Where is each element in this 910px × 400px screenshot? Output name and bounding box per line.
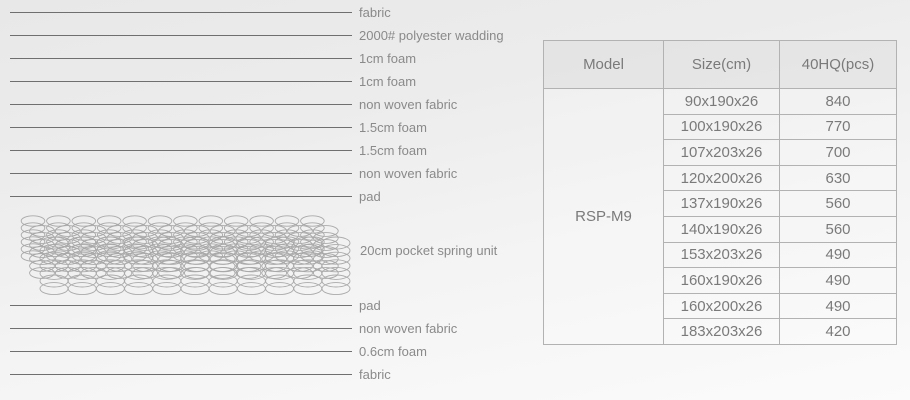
- model-cell: RSP-M9: [544, 89, 664, 345]
- layer-row: [10, 317, 457, 340]
- qty-cell: 420: [780, 319, 897, 345]
- size-cell: 90x190x26: [664, 89, 780, 115]
- layer-label: 0.6cm foam: [359, 344, 427, 359]
- layer-label: non woven fabric: [359, 321, 458, 336]
- size-cell: 160x190x26: [664, 268, 780, 294]
- qty-cell: 560: [780, 216, 897, 242]
- layer-callout-line: [10, 351, 352, 352]
- layer-label: non woven fabric: [359, 166, 458, 181]
- layer-row: [10, 340, 457, 363]
- layer-label: fabric: [359, 367, 391, 382]
- bottom-layers: [10, 294, 457, 386]
- layer-row: [10, 70, 504, 93]
- table-body: [544, 89, 897, 345]
- qty-cell: 560: [780, 191, 897, 217]
- spring-unit-label: 20cm pocket spring unit: [360, 243, 498, 258]
- layer-callout-line: [10, 58, 352, 59]
- qty-cell: 630: [780, 165, 897, 191]
- qty-cell: 490: [780, 268, 897, 294]
- layer-callout-line: [10, 305, 352, 306]
- size-cell: 107x203x26: [664, 140, 780, 166]
- layer-label: non woven fabric: [359, 97, 458, 112]
- size-cell: 160x200x26: [664, 293, 780, 319]
- size-cell: 100x190x26: [664, 114, 780, 140]
- layer-row: [10, 294, 457, 317]
- layer-row: [10, 139, 504, 162]
- size-cell: 183x203x26: [664, 319, 780, 345]
- layer-label: 2000# polyester wadding: [359, 28, 504, 43]
- size-cell: 137x190x26: [664, 191, 780, 217]
- size-cell: 140x190x26: [664, 216, 780, 242]
- layer-callout-line: [10, 12, 352, 13]
- layer-label: 1.5cm foam: [359, 143, 427, 158]
- layer-callout-line: [10, 35, 352, 36]
- layer-label: pad: [359, 298, 381, 313]
- qty-cell: 700: [780, 140, 897, 166]
- layer-callout-line: [10, 81, 352, 82]
- layer-row: [10, 162, 504, 185]
- layer-callout-line: [10, 374, 352, 375]
- layer-row: [10, 47, 504, 70]
- qty-cell: 770: [780, 114, 897, 140]
- size-cell: 153x203x26: [664, 242, 780, 268]
- layer-callout-line: [10, 196, 352, 197]
- layer-callout-line: [10, 104, 352, 105]
- table-row: [544, 89, 897, 115]
- layer-callout-line: [10, 173, 352, 174]
- layer-label: 1.5cm foam: [359, 120, 427, 135]
- header-model: Model: [544, 41, 664, 89]
- pocket-spring-illustration: [20, 212, 352, 302]
- top-layers: [10, 1, 504, 208]
- layer-row: [10, 185, 504, 208]
- layer-row: [10, 24, 504, 47]
- qty-cell: 490: [780, 242, 897, 268]
- layer-label: 1cm foam: [359, 74, 417, 89]
- qty-cell: 840: [780, 89, 897, 115]
- layer-label: 1cm foam: [359, 51, 417, 66]
- layer-callout-line: [10, 150, 352, 151]
- header-40hq: 40HQ(pcs): [780, 41, 897, 89]
- pocket-spring-svg: [20, 212, 352, 302]
- spec-table: [543, 40, 897, 345]
- layer-callout-line: [10, 328, 352, 329]
- layer-callout-line: [10, 127, 352, 128]
- spec-table-container: [543, 40, 897, 345]
- layer-label: pad: [359, 189, 381, 204]
- table-header-row: [544, 41, 897, 89]
- header-size: Size(cm): [664, 41, 780, 89]
- qty-cell: 490: [780, 293, 897, 319]
- layer-label: fabric: [359, 5, 391, 20]
- layer-row: [10, 363, 457, 386]
- size-cell: 120x200x26: [664, 165, 780, 191]
- layer-row: [10, 1, 504, 24]
- layer-row: [10, 93, 504, 116]
- layer-row: [10, 116, 504, 139]
